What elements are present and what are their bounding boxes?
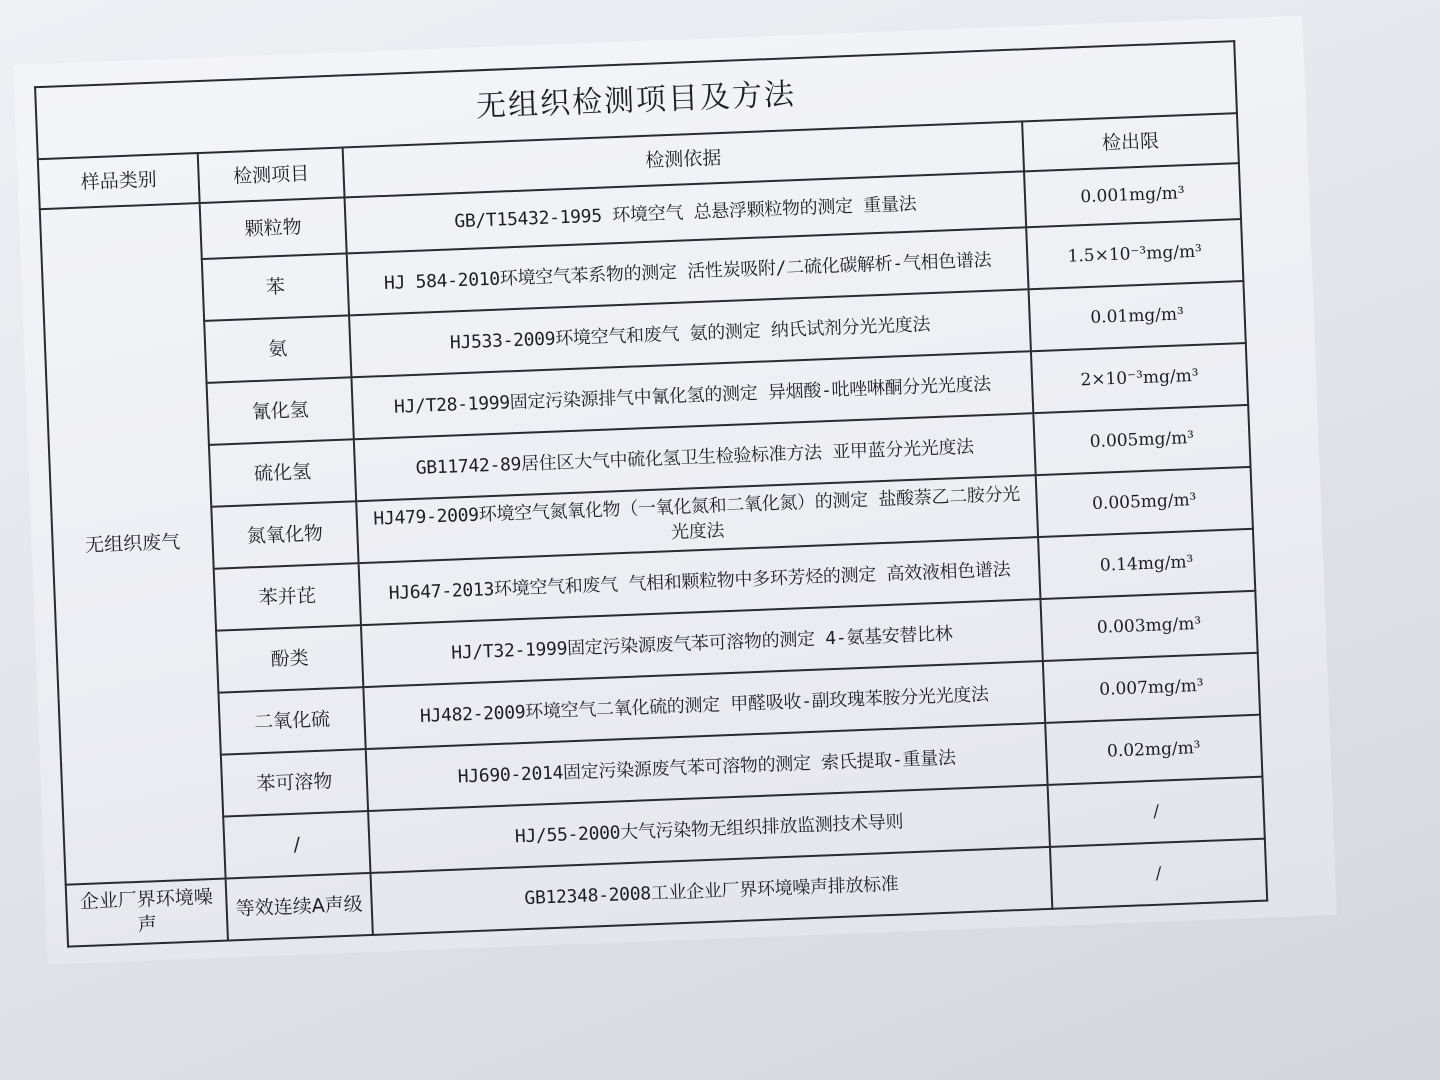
limit-cell: 0.02mg/m³ (1045, 715, 1262, 785)
paper-sheet (13, 16, 1337, 965)
page-title: 无组织检测项目及方法 (35, 41, 1237, 159)
item-cell: 颗粒物 (200, 197, 347, 259)
item-cell: 苯并芘 (214, 563, 361, 631)
header-limit: 检出限 (1022, 113, 1239, 171)
item-cell: 氮氧化物 (211, 501, 358, 569)
method-cell: HJ647-2013环境空气和废气 气相和颗粒物中多环芳烃的测定 高效液相色谱法 (359, 537, 1041, 625)
limit-cell: 0.01mg/m³ (1029, 281, 1246, 351)
limit-cell: 0.007mg/m³ (1043, 653, 1260, 723)
item-cell: / (223, 811, 370, 879)
method-cell: GB/T15432-1995 环境空气 总悬浮颗粒物的测定 重量法 (345, 171, 1027, 253)
method-cell: HJ/T28-1999固定污染源排气中氰化氢的测定 异烟酸-吡唑啉酮分光光度法 (351, 351, 1033, 439)
header-item: 检测项目 (198, 148, 345, 204)
category-cell: 企业厂界环境噪声 (66, 879, 228, 947)
limit-cell: 0.005mg/m³ (1033, 405, 1250, 475)
item-cell: 硫化氢 (209, 439, 356, 507)
item-cell: 氨 (204, 315, 351, 383)
method-cell: HJ/55-2000大气污染物无组织排放监测技术导则 (368, 785, 1050, 873)
limit-cell: 2×10⁻³mg/m³ (1031, 343, 1248, 413)
header-category: 样品类别 (38, 153, 200, 209)
method-cell: HJ690-2014固定污染源废气苯可溶物的测定 索氏提取-重量法 (366, 723, 1048, 811)
limit-cell: 0.005mg/m³ (1036, 467, 1253, 537)
category-cell: 无组织废气 (40, 203, 226, 885)
limit-cell: 0.001mg/m³ (1024, 163, 1241, 227)
method-cell: GB11742-89居住区大气中硫化氢卫生检验标准方法 亚甲蓝分光光度法 (354, 413, 1036, 501)
method-cell: HJ482-2009环境空气二氧化硫的测定 甲醛吸收-副玫瑰苯胺分光光度法 (363, 661, 1045, 749)
item-cell: 苯可溶物 (221, 749, 368, 817)
limit-cell: 0.14mg/m³ (1038, 529, 1255, 599)
limit-cell: 1.5×10⁻³mg/m³ (1026, 219, 1243, 289)
method-cell: HJ/T32-1999固定污染源废气苯可溶物的测定 4-氨基安替比林 (361, 599, 1043, 687)
item-cell: 氰化氢 (207, 377, 354, 445)
methods-table (34, 40, 1268, 948)
limit-cell: / (1050, 839, 1267, 909)
item-cell: 等效连续A声级 (226, 873, 373, 941)
limit-cell: / (1048, 777, 1265, 847)
item-cell: 酚类 (216, 625, 363, 693)
method-cell: HJ 584-2010环境空气苯系物的测定 活性炭吸附/二硫化碳解析-气相色谱法 (347, 227, 1029, 315)
method-cell: HJ533-2009环境空气和废气 氨的测定 纳氏试剂分光光度法 (349, 289, 1031, 377)
header-method: 检测依据 (343, 121, 1024, 197)
item-cell: 二氧化硫 (218, 687, 365, 755)
item-cell: 苯 (202, 253, 349, 321)
method-cell: GB12348-2008工业企业厂界环境噪声排放标准 (370, 847, 1052, 935)
method-cell: HJ479-2009环境空气氮氧化物（一氧化氮和二氧化氮）的测定 盐酸萘乙二胺分光光度法 (356, 475, 1038, 563)
limit-cell: 0.003mg/m³ (1040, 591, 1257, 661)
